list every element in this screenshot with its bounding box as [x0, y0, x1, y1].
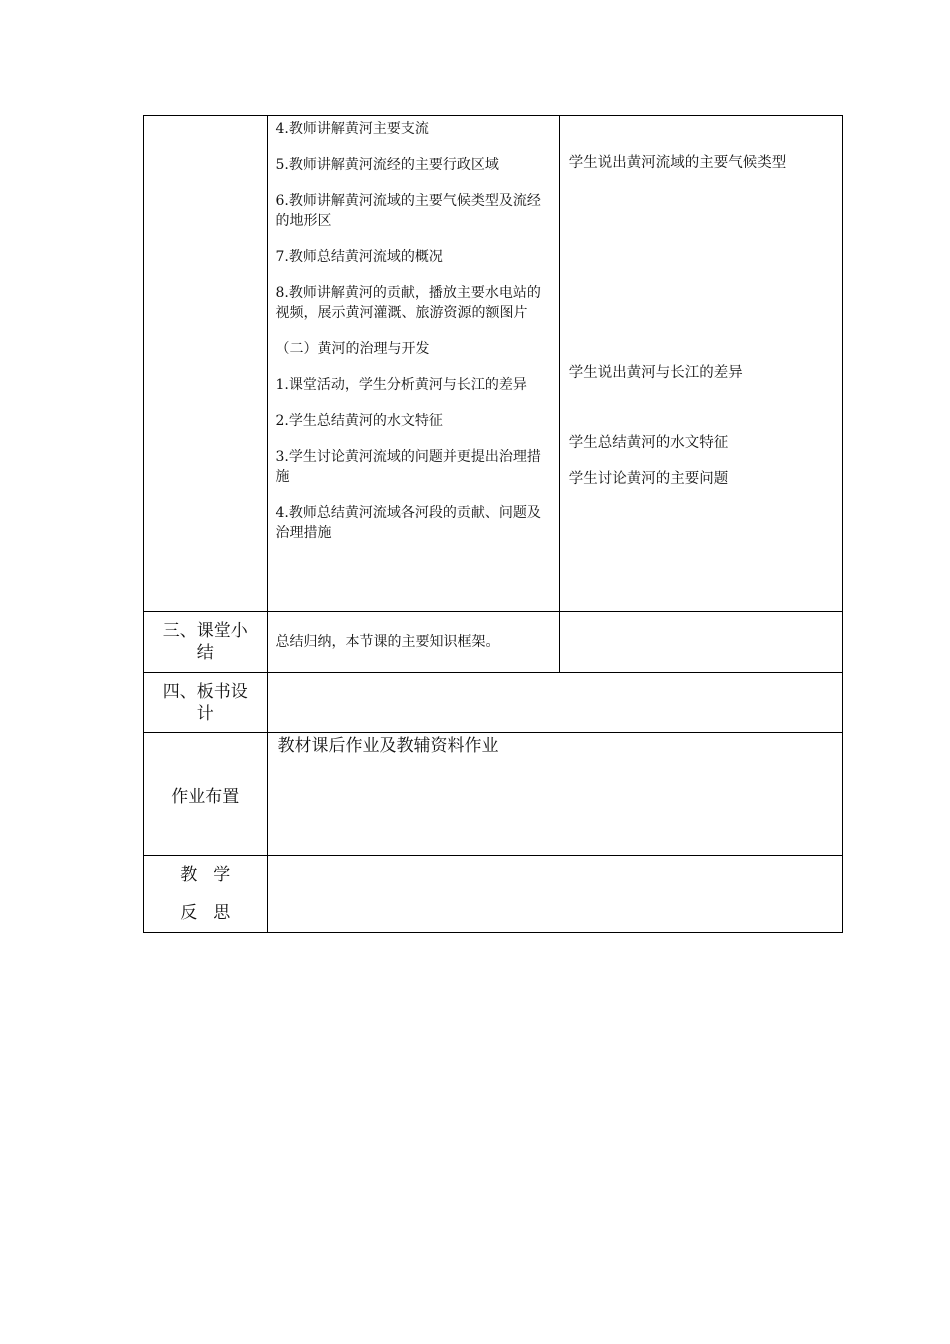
board-label-line1: 四、板书设 — [162, 681, 248, 702]
homework-content: 教材课后作业及教辅资料作业 — [277, 736, 499, 756]
board-design-row — [144, 673, 843, 733]
reflection-label-line2: 反思 — [180, 903, 247, 923]
board-label-line2: 计 — [196, 703, 214, 724]
homework-content-cell — [267, 733, 842, 856]
homework-row — [144, 733, 843, 856]
section-heading: （二）黄河的治理与开发 — [275, 341, 430, 357]
reflection-content-cell — [267, 856, 842, 933]
homework-label: 作业布置 — [171, 786, 240, 807]
summary-content-cell — [267, 612, 559, 673]
process-label-cell — [144, 116, 268, 612]
student-activity: 学生说出黄河与长江的差异 — [568, 365, 743, 381]
board-content-cell — [267, 673, 842, 733]
teacher-steps-cell — [267, 116, 559, 612]
student-activities-list — [560, 116, 842, 611]
board-label-cell — [144, 673, 268, 733]
summary-label — [144, 620, 267, 664]
student-activities-cell — [559, 116, 842, 612]
lesson-plan-table — [143, 115, 843, 933]
teacher-step: 8.教师讲解黄河的贡献，播放主要水电站的视频，展示黄河灌溉、旅游资源的额图片 — [275, 285, 541, 321]
student-activity: 学生说出黄河流域的主要气候类型 — [568, 155, 787, 171]
summary-content: 总结归纳，本节课的主要知识框架。 — [275, 634, 500, 650]
teacher-step: 7.教师总结黄河流域的概况 — [275, 249, 443, 265]
student-activity: 学生总结黄河的水文特征 — [568, 435, 729, 451]
summary-label-line2: 结 — [196, 643, 214, 663]
homework-label-cell — [144, 733, 268, 856]
summary-label-line1: 三、课堂小 — [162, 621, 248, 641]
reflection-label — [144, 856, 267, 932]
reflection-label-cell — [144, 856, 268, 933]
student-activity: 学生讨论黄河的主要问题 — [568, 471, 729, 487]
teacher-step: 4.教师讲解黄河主要支流 — [275, 121, 429, 137]
teacher-step: 4.教师总结黄河流域各河段的贡献、问题及治理措施 — [275, 505, 541, 541]
teacher-step: 6.教师讲解黄河流域的主要气候类型及流经的地形区 — [275, 193, 541, 229]
teacher-step: 3.学生讨论黄河流域的问题并更提出治理措施 — [275, 449, 541, 485]
process-row — [144, 116, 843, 612]
teacher-step: 5.教师讲解黄河流经的主要行政区域 — [275, 157, 499, 173]
summary-label-cell — [144, 612, 268, 673]
summary-empty-cell — [559, 612, 842, 673]
reflection-label-line1: 教学 — [180, 865, 247, 885]
summary-row — [144, 612, 843, 673]
teacher-step: 2.学生总结黄河的水文特征 — [275, 413, 443, 429]
reflection-row — [144, 856, 843, 933]
teacher-steps-list — [268, 116, 559, 549]
teacher-step: 1.课堂活动，学生分析黄河与长江的差异 — [275, 377, 527, 393]
board-label — [144, 681, 267, 725]
